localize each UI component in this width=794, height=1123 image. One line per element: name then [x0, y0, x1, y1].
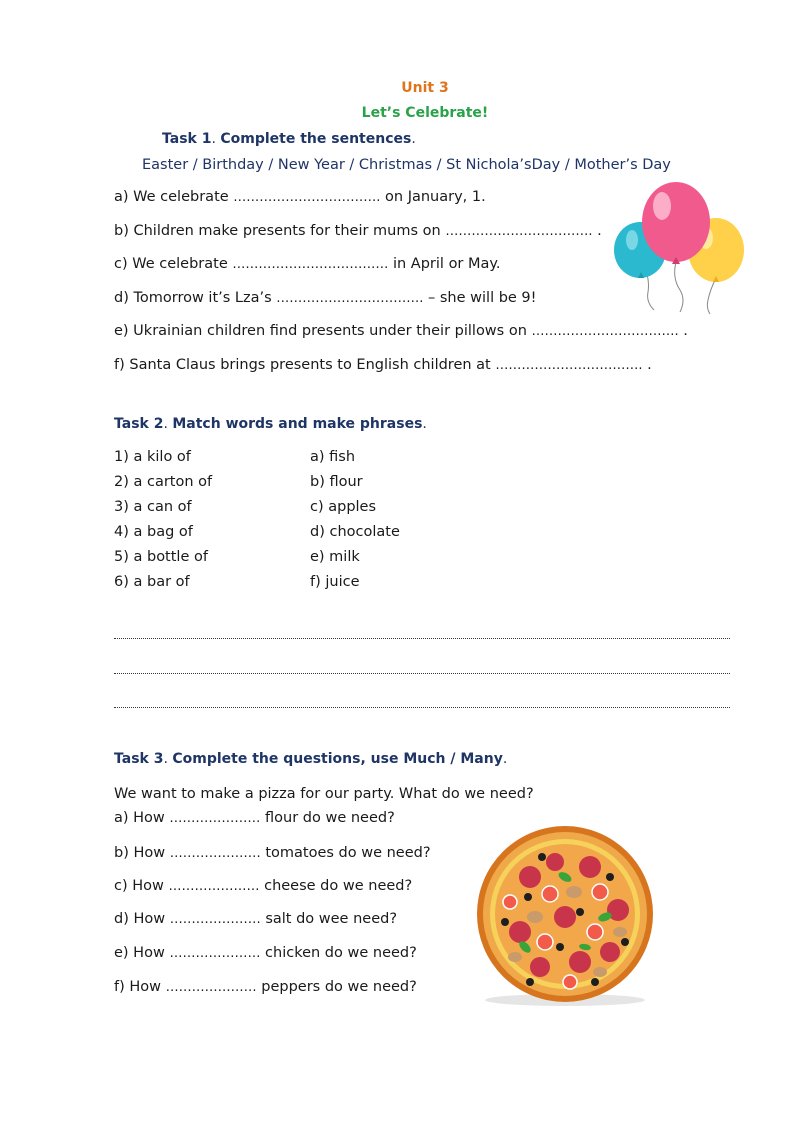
sentence-text: in April or May. [388, 256, 501, 272]
pizza-illustration [470, 822, 660, 1012]
sentence-text: f) Santa Claus brings presents to English children at [114, 357, 496, 373]
question-text: peppers do we need? [256, 979, 417, 995]
fill-in-gap[interactable]: ……………………………… [232, 257, 389, 272]
task1-number: Task 1 [162, 131, 212, 147]
task3-number: Task 3 [114, 751, 164, 767]
task1-sentence [114, 290, 536, 306]
match-left-item: 3) a can of [114, 499, 192, 515]
fill-in-gap[interactable]: ………………… [169, 846, 261, 861]
sentence-text: – she will be 9! [423, 290, 537, 306]
sentence-text: b) Children make presents for their mums on [114, 223, 446, 239]
fill-in-gap[interactable]: ……………………………. [276, 291, 424, 306]
task1-sentence [114, 189, 486, 205]
question-text: tomatoes do we need? [260, 845, 431, 861]
task1-sentence [114, 357, 652, 373]
question-text: flour do we need? [260, 810, 395, 826]
task3-instruction: Complete the questions, use Much / Many [172, 751, 503, 767]
match-right-item: c) apples [310, 499, 377, 515]
answer-line[interactable] [114, 638, 730, 639]
fill-in-gap[interactable]: ……………………………. [233, 190, 381, 205]
task1-sentence [114, 323, 688, 339]
sentence-text: . [592, 223, 602, 239]
sentence-text: a) We celebrate [114, 189, 234, 205]
sentence-text: on January, 1. [380, 189, 486, 205]
question-text: d) How [114, 911, 170, 927]
task3-question [114, 810, 395, 826]
answer-line[interactable] [114, 673, 730, 674]
match-left-item: 6) a bar of [114, 574, 190, 590]
task1-sentence [114, 223, 602, 239]
fill-in-gap[interactable]: ………………… [165, 980, 257, 995]
question-text: salt do wee need? [260, 911, 398, 927]
fill-in-gap[interactable]: ………………… [169, 811, 261, 826]
question-text: chicken do we need? [260, 945, 417, 961]
balloons-illustration [610, 180, 750, 320]
task1-instruction: Complete the sentences [220, 131, 412, 147]
task3-question [114, 878, 412, 894]
match-right-item: a) fish [310, 449, 356, 465]
question-text: b) How [114, 845, 170, 861]
question-text: e) How [114, 945, 170, 961]
match-left-item: 1) a kilo of [114, 449, 191, 465]
fill-in-gap[interactable]: ………………… [169, 912, 261, 927]
question-text: f) How [114, 979, 166, 995]
task3-question [114, 911, 397, 927]
match-right-item: d) chocolate [310, 524, 400, 540]
fill-in-gap[interactable]: ………………… [168, 879, 260, 894]
sentence-text: d) Tomorrow it’s Lza’s [114, 290, 277, 306]
sentence-text: . [642, 357, 652, 373]
match-right-item: b) flour [310, 474, 363, 490]
question-text: c) How [114, 878, 169, 894]
match-left-item: 2) a carton of [114, 474, 213, 490]
sentence-text: . [678, 323, 688, 339]
task3-question [114, 845, 431, 861]
page-title: Let’s Celebrate! [361, 105, 489, 121]
unit-label: Unit 3 [401, 80, 449, 96]
question-text: a) How [114, 810, 170, 826]
task3-heading: Task 3. Complete the questions, use Much / Many. [114, 751, 508, 767]
task2-heading: Task 2. Match words and make phrases. [114, 416, 427, 432]
sentence-text: c) We celebrate [114, 256, 233, 272]
fill-in-gap[interactable]: ……………………………. [531, 324, 679, 339]
fill-in-gap[interactable]: ……………………………. [445, 224, 593, 239]
answer-line[interactable] [114, 707, 730, 708]
match-right-item: f) juice [310, 574, 360, 590]
word-bank: Easter / Birthday / New Year / Christmas / St Nichola’sDay / Mother’s Day [142, 157, 671, 173]
match-left-item: 4) a bag of [114, 524, 193, 540]
fill-in-gap[interactable]: ………………… [169, 946, 261, 961]
match-right-item: e) milk [310, 549, 360, 565]
task2-instruction: Match words and make phrases [172, 416, 423, 432]
task3-question [114, 979, 417, 995]
task1-heading: Task 1. Complete the sentences. [162, 131, 416, 147]
sentence-text: e) Ukrainian children find presents under their pillows on [114, 323, 532, 339]
question-text: cheese do we need? [259, 878, 413, 894]
match-left-item: 5) a bottle of [114, 549, 208, 565]
task3-question [114, 945, 417, 961]
fill-in-gap[interactable]: ……………………………. [495, 358, 643, 373]
task3-intro: We want to make a pizza for our party. What do we need? [114, 786, 534, 802]
task2-number: Task 2 [114, 416, 164, 432]
task1-sentence [114, 256, 501, 272]
